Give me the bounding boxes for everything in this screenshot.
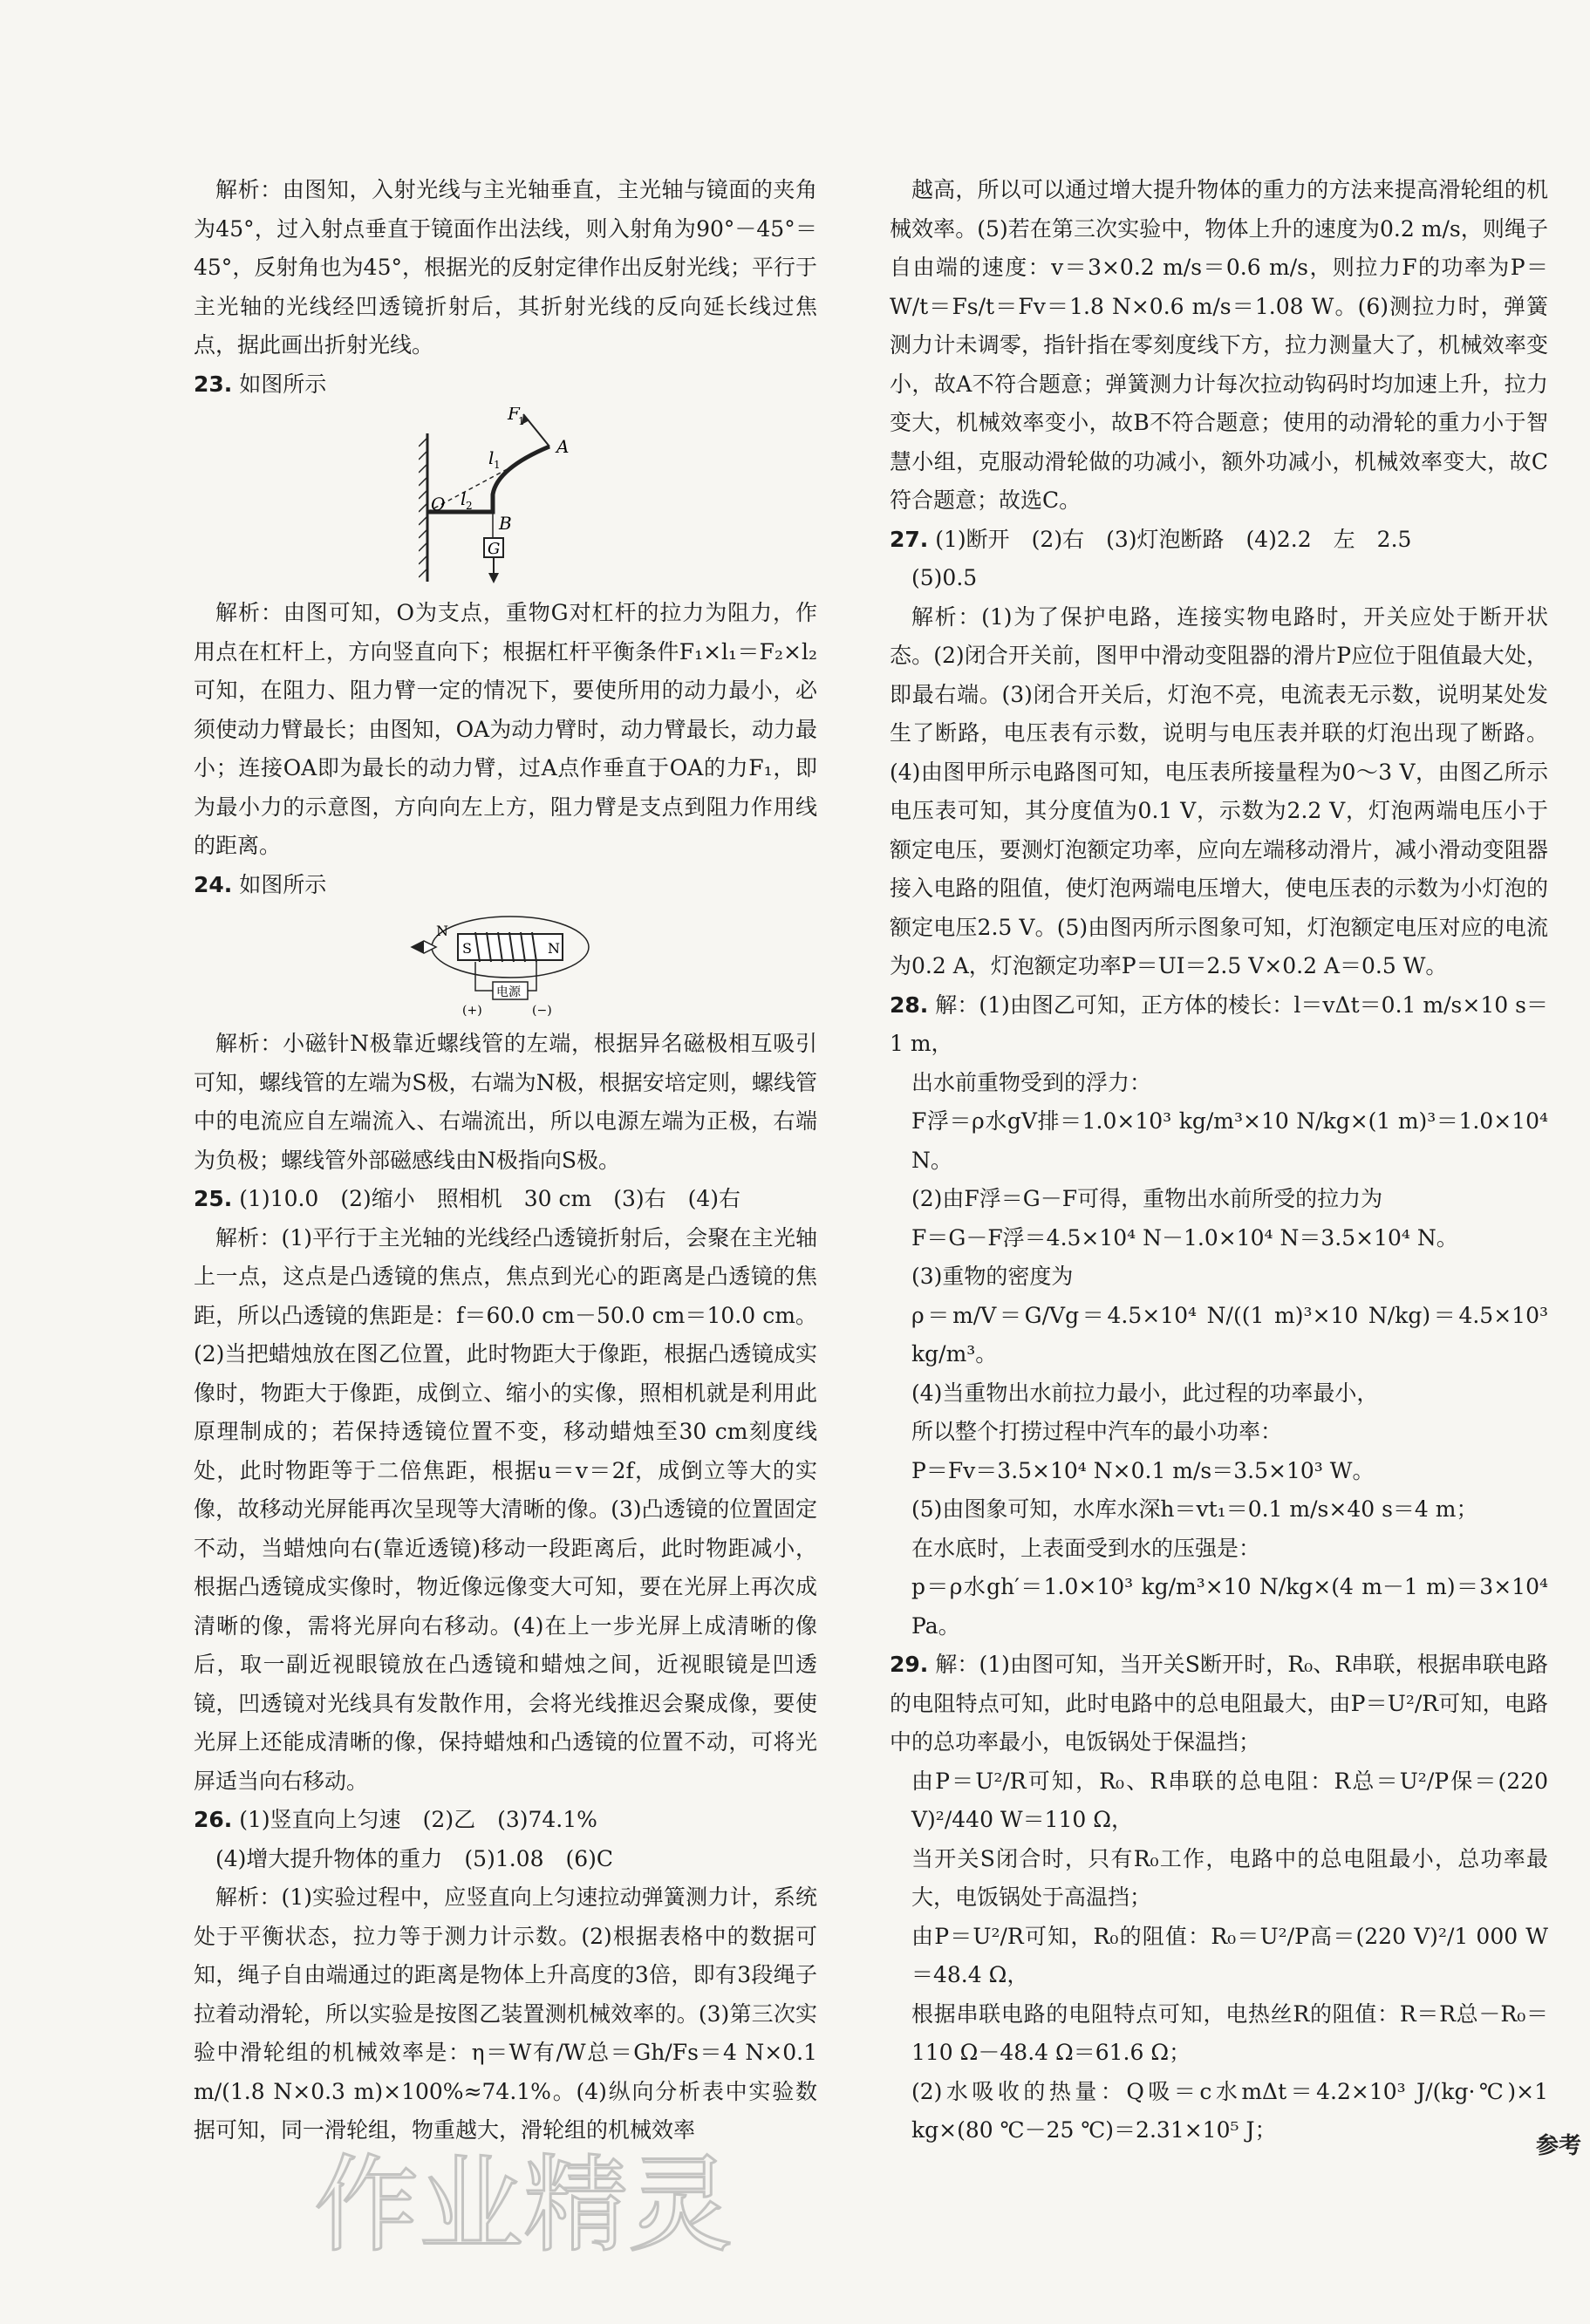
q28-line-1: 解：(1)由图乙可知，正方体的棱长：l＝vΔt＝0.1 m/s×10 s＝1 m，: [890, 992, 1548, 1056]
q28-line-10: P＝Fv＝3.5×10⁴ N×0.1 m/s＝3.5×10³ W。: [911, 1457, 1375, 1483]
label-A: A: [556, 436, 569, 457]
solenoid-diagram: [410, 908, 602, 1021]
q29-line-1: 解：(1)由图可知，当开关S断开时，R₀、R串联，根据串联电路的电阻特点可知，此时电路中的总电阻最大，由P＝U²/R可知，电路中的总功率最小，电饭锅处于保温挡；: [890, 1652, 1548, 1755]
left-column: [194, 171, 817, 2150]
watermark-text: 作业精灵: [314, 2145, 733, 2266]
q28-line-6: (3)重物的密度为: [911, 1264, 1074, 1289]
label-l1: l: [488, 447, 494, 468]
q28-line-7: ρ＝m/V＝G/Vg＝4.5×10⁴ N/((1 m)³×10 N/kg)＝4.5×10³ kg/m³。: [911, 1302, 1548, 1366]
q29-line-5: 根据串联电路的电阻特点可知，电热丝R的阻值：R＝R总－R₀＝110 Ω－48.4 Ω＝61.6 Ω；: [911, 2000, 1548, 2065]
q24-heading: [194, 866, 817, 905]
q23-heading: [194, 365, 817, 405]
svg-text:1: 1: [493, 459, 501, 471]
label-F1: F: [507, 407, 520, 424]
q27-answer-2: (5)0.5: [911, 565, 978, 590]
label-power: 电源: [495, 985, 521, 999]
q24-analysis: 解析：小磁针N极靠近螺线管的左端，根据异名磁极相互吸引可知，螺线管的左端为S极，右端为N极，根据安培定则，螺线管中的电流应自左端流入、右端流出，所以电源左端为正极，右端为负极；螺线管外部磁感线由N极指向S极。: [194, 1031, 817, 1173]
q29-line-6: (2)水吸收的热量：Q吸＝c水mΔt＝4.2×10³ J/(kg·℃)×1 kg×(80 ℃－25 ℃)＝2.31×10⁵ J；: [911, 2078, 1548, 2143]
q25-heading: [194, 1180, 817, 1219]
q29-line-4: 由P＝U²/R可知，R₀的阻值：R₀＝U²/P高＝(220 V)²/1 000 W＝48.4 Ω，: [911, 1923, 1548, 1987]
q26-answer-1: (1)竖直向上匀速 (2)乙 (3)74.1%: [239, 1807, 597, 1832]
q23-number: 23.: [194, 371, 233, 397]
q25-analysis: 解析：(1)平行于主光轴的光线经凸透镜折射后，会聚在主光轴上一点，这点是凸透镜的焦点，焦点到光心的距离是凸透镜的焦距，所以凸透镜的焦距是：f＝60.0 cm－50.0 cm＝10.0 cm。(2)当把蜡烛放在图乙位置，此时物距大于像距，根据凸透镜成实像时，物距大于像距，成倒立、缩小的实像，照相机就是利用此原理制成的；若保持透镜位置不变，移动蜡烛至30 cm刻度线处，此时物距等于二倍焦距，根据u＝v＝2f，成倒立等大的实像，故移动光屏能再次呈现等大清晰的像。(3)凸透镜的位置固定不动，当蜡烛向右(靠近透镜)移动一段距离后，此时物距减小，根据凸透镜成实像时，物近像远像变大可知，要在光屏上再次成清晰的像，需将光屏向右移动。(4)在上一步光屏上成清晰的像后，取一副近视眼镜放在凸透镜和蜡烛之间，近视眼镜是凹透镜，凹透镜对光线具有发散作用，会将光线推迟会聚成像，要使光屏上还能成清晰的像，保持蜡烛和凸透镜的位置不动，可将光屏适当向右移动。: [194, 1224, 817, 1794]
q28-line-11: (5)由图象可知，水库水深h＝vt₁＝0.1 m/s×40 s＝4 m；: [911, 1496, 1478, 1522]
q27-analysis: 解析：(1)为了保护电路，连接实物电路时，开关应处于断开状态。(2)闭合开关前，图甲中滑动变阻器的滑片P应位于阻值最大处，即最右端。(3)闭合开关后，灯泡不亮，电流表无示数，说明某处发生了断路，电压表有示数，说明与电压表并联的灯泡出现了断路。(4)由图甲所示电路图可知，电压表所接量程为0～3 V，由图乙所示电压表可知，其分度值为0.1 V，示数为2.2 V，灯泡两端电压小于额定电压，要测灯泡额定功率，应向左端移动滑片，减小滑动变阻器接入电路的阻值，使灯泡两端电压增大，使电压表的示数为小灯泡的额定电压2.5 V。(5)由图丙所示图象可知，灯泡额定电压对应的电流为0.2 A，灯泡额定功率P＝UI＝2.5 V×0.2 A＝0.5 W。: [890, 603, 1548, 978]
q28-line-13: p＝ρ水gh′＝1.0×10³ kg/m³×10 N/kg×(4 m－1 m)＝3×10⁴ Pa。: [911, 1574, 1548, 1639]
q26-analysis-continued: 越高，所以可以通过增大提升物体的重力的方法来提高滑轮组的机械效率。(5)若在第三次实验中，物体上升的速度为0.2 m/s，则绳子自由端的速度：v＝3×0.2 m/s＝0.6 m/s，则拉力F的功率为P＝W/t＝Fs/t＝Fv＝1.8 N×0.6 m/s＝1.08 W。(6)测拉力时，弹簧测力计未调零，指针指在零刻度线下方，拉力测量大了，机械效率变小，故A不符合题意；弹簧测力计每次拉动钩码时均加速上升，拉力变大，机械效率变小，故B不符合题意；使用的动滑轮的重力小于智慧小组，克服动滑轮做的功减小，额外功减小，机械效率变大，故C符合题意；故选C。: [890, 177, 1548, 513]
q28-line-9: 所以整个打捞过程中汽车的最小功率：: [911, 1419, 1283, 1444]
q28-line-5: F＝G－F浮＝4.5×10⁴ N－1.0×10⁴ N＝3.5×10⁴ N。: [911, 1224, 1458, 1251]
lever-diagram: [419, 407, 593, 590]
q28-line-3: F浮＝ρ水gV排＝1.0×10³ kg/m³×10 N/kg×(1 m)³＝1.0×10⁴ N。: [911, 1108, 1548, 1173]
q28-line-4: (2)由F浮＝G－F可得，重物出水前所受的拉力为: [911, 1186, 1383, 1211]
q27-answer-1: (1)断开 (2)右 (3)灯泡断路 (4)2.2 左 2.5: [935, 526, 1412, 552]
watermark-logo: [305, 2137, 741, 2267]
q28-heading: [890, 986, 1548, 1064]
svg-text:2: 2: [465, 500, 473, 512]
q22-analysis: 解析：由图知，入射光线与主光轴垂直，主光轴与镜面的夹角为45°，过入射点垂直于镜面作出法线，则入射角为90°－45°＝45°，反射角也为45°，根据光的反射定律作出反射光线；平行于主光轴的光线经凹透镜折射后，其折射光线的反向延长线过焦点，据此画出折射光线。: [194, 177, 817, 358]
label-plus: (+): [461, 1004, 482, 1018]
q25-number: 25.: [194, 1186, 233, 1211]
q27-heading: [890, 521, 1548, 560]
q29-line-3: 当开关S闭合时，只有R₀工作，电路中的总电阻最小，总功率最大，电饭锅处于高温挡；: [911, 1845, 1548, 1910]
label-G: G: [487, 540, 500, 558]
q29-heading: [890, 1646, 1548, 1762]
q24-text: 如图所示: [239, 871, 327, 897]
label-minus: (−): [531, 1004, 552, 1018]
q29-number: 29.: [890, 1652, 929, 1677]
label-S: S: [461, 940, 472, 957]
q28-line-8: (4)当重物出水前拉力最小，此过程的功率最小，: [911, 1380, 1379, 1406]
label-O: O: [430, 494, 445, 515]
q23-text: 如图所示: [239, 371, 327, 397]
right-column: [890, 171, 1548, 2150]
q28-line-2: 出水前重物受到的浮力：: [911, 1069, 1152, 1095]
q25-answer: (1)10.0 (2)缩小 照相机 30 cm (3)右 (4)右: [239, 1186, 741, 1211]
footer-reference-label: 参考: [1535, 2133, 1581, 2159]
q23-analysis: 解析：由图可知，O为支点，重物G对杠杆的拉力为阻力，作用点在杠杆上，方向竖直向下；根据杠杆平衡条件F₁×l₁＝F₂×l₂可知，在阻力、阻力臂一定的情况下，要使所用的动力最小，必须使动力臂最长；由图知，OA为动力臂时，动力臂最长，动力最小；连接OA即为最长的动力臂，过A点作垂直于OA的力F₁，即为最小力的示意图，方向向左上方，阻力臂是支点到阻力作用线的距离。: [194, 600, 817, 858]
svg-text:1: 1: [517, 415, 525, 427]
q28-line-12: 在水底时，上表面受到水的压强是：: [911, 1535, 1261, 1561]
q29-line-2: 由P＝U²/R可知，R₀、R串联的总电阻：R总＝U²/P保＝(220 V)²/440 W＝110 Ω，: [911, 1768, 1548, 1832]
label-solenoid-N: N: [547, 940, 560, 957]
q26-heading: [194, 1801, 817, 1840]
label-l2: l: [460, 488, 466, 509]
q27-number: 27.: [890, 526, 929, 552]
label-needle-N: N: [435, 923, 448, 939]
q26-answer-2: (4)增大提升物体的重力 (5)1.08 (6)C: [215, 1845, 614, 1871]
q26-analysis: 解析：(1)实验过程中，应竖直向上匀速拉动弹簧测力计，系统处于平衡状态，拉力等于测力计示数。(2)根据表格中的数据可知，绳子自由端通过的距离是物体上升高度的3倍，即有3段绳子拉着动滑轮，所以实验是按图乙装置测机械效率的。(3)第三次实验中滑轮组的机械效率是：η＝W有/W总＝Gh/Fs＝4 N×0.1 m/(1.8 N×0.3 m)×100%≈74.1%。(4)纵向分析表中实验数据可知，同一滑轮组，物重越大，滑轮组的机械效率: [194, 1884, 817, 2143]
q24-number: 24.: [194, 871, 233, 897]
label-B: B: [498, 513, 512, 534]
q28-number: 28.: [890, 992, 929, 1018]
q26-number: 26.: [194, 1807, 233, 1832]
